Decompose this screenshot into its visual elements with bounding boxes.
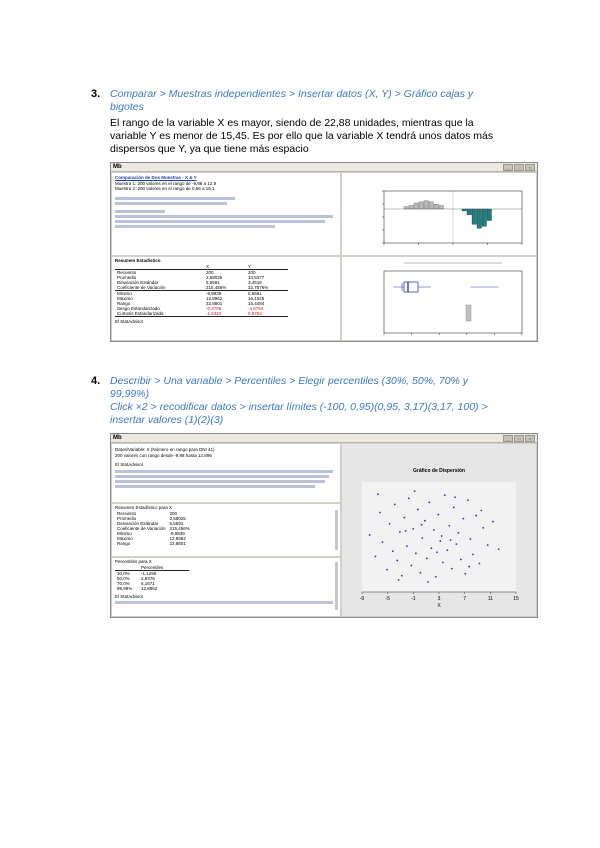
stat-advisor-footer: El StatAdvisor <box>115 593 144 599</box>
data-variable-line: Datos/Variable: X (Número en rango para DNI 41) <box>115 447 215 452</box>
row-label: Máximo <box>117 535 133 541</box>
summary-title: Resumen Estadístico para X <box>115 505 173 510</box>
percentiles-pane <box>112 558 340 616</box>
range-line: 200 valores con rango desde -9,98 hasta 12,896 <box>115 452 212 458</box>
scatter-point <box>403 517 405 519</box>
y-value: 200 <box>248 269 256 275</box>
y-value: 15,4484 <box>248 300 265 306</box>
scatter-point <box>460 559 462 561</box>
step-3-link-line-1: Comparar > Muestras independientes > Insertar datos (X, Y) > Gráfico cajas y <box>110 88 474 100</box>
summary-stats-pane <box>112 504 340 556</box>
x-tick-label: 15 <box>513 596 519 602</box>
x-tick-label: -5 <box>385 596 390 602</box>
table-row <box>115 541 192 546</box>
step-4-link-line-4: insertar valores (1)(2)(3) <box>110 414 224 426</box>
row-label: Máximo <box>117 295 133 301</box>
x-value: 22,8801 <box>206 300 223 306</box>
step-4-link-line-2: 99,99%) <box>110 388 150 400</box>
step-3-para-line-1: El rango de la variable X es mayor, siendo de 22,88 unidades, mientras que la <box>110 117 474 129</box>
scatter-point <box>448 525 450 527</box>
scatter-point <box>426 558 428 560</box>
scatter-point <box>430 547 432 549</box>
stats-title: Resumen Estadístico <box>115 258 161 263</box>
step-3-para-line-3: dispersos que Y, ya que tiene más espacio <box>110 143 309 155</box>
screenshot-compare-samples <box>110 162 538 342</box>
bar-x <box>414 203 419 209</box>
scatter-point <box>401 575 403 577</box>
bar-x <box>424 201 429 209</box>
x-axis-label: X <box>437 603 441 609</box>
bar-y <box>487 209 492 221</box>
scatter-point <box>377 493 379 495</box>
row-value: 22,8801 <box>169 540 186 546</box>
scatter-point <box>427 581 429 583</box>
window-title: Mb <box>113 435 122 441</box>
maximize-icon[interactable]: □ <box>514 435 524 442</box>
scatter-point <box>446 549 448 551</box>
scatter-point <box>375 555 377 557</box>
row-label: Rango <box>117 540 131 546</box>
screenshot-percentiles <box>110 433 538 618</box>
scatter-point <box>421 524 423 526</box>
row-label: Desviación Estándar <box>117 279 159 285</box>
sample-1-line: Muestra 1: 200 valores en el rango de -9,98 a 12,9 <box>115 180 217 186</box>
row-label: Promedio <box>117 515 137 521</box>
row-label: Coeficiente de Variación <box>117 525 166 531</box>
percentile-label: 70,0% <box>117 580 130 586</box>
scatter-point <box>441 535 443 537</box>
y-value: 0,5753 <box>246 311 288 317</box>
row-value: -9,9839 <box>169 530 185 536</box>
scatter-point <box>406 545 408 547</box>
percentile-value: 6,1671 <box>141 580 155 586</box>
scatter-point <box>437 514 439 516</box>
row-label: Recuento <box>117 269 137 275</box>
scatter-point <box>398 579 400 581</box>
scatter-pane <box>342 444 536 616</box>
scatter-point <box>457 532 459 534</box>
summary-stats-pane <box>112 257 340 340</box>
x-value: 215,456% <box>204 285 246 291</box>
row-label: Promedio <box>117 274 137 280</box>
step-4-link-line-3: Click ×2 > recodificar datos > insertar límites (-100, 0,95)(0,95, 3,17)(3,17, 100) > <box>110 401 488 413</box>
minimize-icon[interactable]: _ <box>503 435 513 442</box>
scrollbar[interactable] <box>335 562 338 610</box>
percentile-value: -1,1295 <box>141 570 157 576</box>
scatter-point <box>436 551 438 553</box>
row-value: 200 <box>169 510 177 516</box>
x-tick-label: 3 <box>437 596 441 602</box>
x-value: 12,8962 <box>206 295 223 301</box>
window-controls <box>503 435 535 442</box>
scrollbar[interactable] <box>335 510 338 550</box>
scatter-point <box>411 565 413 567</box>
scatter-point <box>424 520 426 522</box>
scatter-point <box>396 560 398 562</box>
bar-x <box>439 205 444 209</box>
histogram-chart <box>342 173 536 255</box>
scatter-point <box>464 573 466 575</box>
row-value: 215,456% <box>169 525 190 531</box>
scatter-point <box>419 572 421 574</box>
scatter-point <box>435 576 437 578</box>
box-x <box>404 282 418 292</box>
scatter-point <box>479 563 481 565</box>
window-titlebar <box>111 434 537 443</box>
x-value: 2,58025 <box>206 274 223 280</box>
box-y <box>466 305 471 321</box>
window-title: Mb <box>113 164 122 170</box>
step-4-link-line-1: Describir > Una variable > Percentiles > Elegir percentiles (30%, 50%, 70% y <box>110 375 469 387</box>
bar-x <box>429 202 434 209</box>
scatter-point <box>405 530 407 532</box>
close-icon[interactable]: × <box>525 164 535 171</box>
histogram-pane <box>342 173 536 255</box>
row-label: Sesgo Estandarizado <box>117 305 160 311</box>
scatter-point <box>454 496 456 498</box>
step-4-instructions <box>110 375 550 427</box>
x-value: -9,9839 <box>206 290 222 296</box>
x-value: 5,5591 <box>206 279 220 285</box>
percentile-label: 99,99% <box>117 585 133 591</box>
scatter-point <box>428 501 430 503</box>
maximize-icon[interactable]: □ <box>514 164 524 171</box>
table-row <box>115 311 288 317</box>
percentiles-header: Percentiles <box>139 565 189 571</box>
stat-advisor-footer: El StatAdvisor <box>115 318 144 324</box>
step-3-paragraph <box>110 117 540 156</box>
step-3-instructions <box>110 88 530 114</box>
percentile-value: 12,8962 <box>141 585 158 591</box>
x-tick-label: -9 <box>359 596 365 602</box>
bar-x <box>434 204 439 209</box>
scatter-point <box>399 531 401 533</box>
variable-summary-pane <box>112 444 340 502</box>
window-titlebar <box>111 163 537 172</box>
scatter-point <box>453 507 455 509</box>
row-label: Mínimo <box>117 290 132 296</box>
bar-y <box>482 209 487 226</box>
bar-y <box>477 209 482 228</box>
scatter-point <box>450 539 452 541</box>
bar-y <box>467 209 472 215</box>
percentile-label: 50,0% <box>117 575 130 581</box>
scatter-point <box>462 518 464 520</box>
row-label: Curtosis Estandarizada <box>115 311 204 317</box>
scatter-point <box>379 512 381 514</box>
scatter-point <box>414 490 416 492</box>
y-value: 32,7576% <box>246 285 288 291</box>
scatter-chart <box>342 444 536 616</box>
col-y-header: Y <box>246 264 288 270</box>
scatter-point <box>487 544 489 546</box>
analysis-summary-pane <box>112 173 340 255</box>
x-value: 200 <box>206 269 214 275</box>
y-value: 16,1045 <box>248 295 265 301</box>
bar-y <box>462 209 467 211</box>
col-x-header: X <box>204 264 246 270</box>
scatter-point <box>470 538 472 540</box>
scatter-point <box>439 540 441 542</box>
row-label: Rango <box>117 300 131 306</box>
scatter-point <box>492 521 494 523</box>
scatter-point <box>415 552 417 554</box>
scatter-point <box>451 568 453 570</box>
percentile-value: 2,9375 <box>141 575 155 581</box>
scatter-point <box>482 527 484 529</box>
row-label: Coeficiente de Variación <box>115 285 204 291</box>
scatter-point <box>444 494 446 496</box>
scatter-point <box>455 543 457 545</box>
scatter-point <box>468 566 470 568</box>
plot-frame <box>384 271 522 333</box>
bar-x <box>419 202 424 209</box>
bar-y <box>472 209 477 224</box>
step-3-para-line-2: variable Y es menor de 15,45. Es por ello que la variable X tendrá unos datos más <box>110 130 494 142</box>
x-tick-label: 7 <box>463 596 467 602</box>
blurred-text-block <box>112 601 340 604</box>
bar-x <box>409 205 414 209</box>
row-value: 2,58025 <box>169 515 186 521</box>
y-value: 3,4518 <box>248 279 262 285</box>
scatter-point <box>392 550 394 552</box>
table-row <box>115 521 192 526</box>
x-tick-label: 11 <box>487 596 493 602</box>
scatter-point <box>498 548 500 550</box>
blurred-text-block <box>112 192 340 228</box>
sample-2-line: Muestra 2: 200 valores en el rango de 0,66 a 16,1 <box>115 186 215 191</box>
y-value: -4,6754 <box>248 305 264 311</box>
summary-stats-table <box>115 264 288 317</box>
row-value: 5,5591 <box>169 520 184 526</box>
percentiles-title: Percentiles para X <box>115 559 152 564</box>
minimize-icon[interactable]: _ <box>503 164 513 171</box>
step-number-3: 3. <box>91 88 101 100</box>
stat-advisor-heading: El StatAdvisor <box>115 462 144 467</box>
percentile-label: 30,0% <box>117 570 130 576</box>
scatter-point <box>421 537 423 539</box>
scatter-point <box>480 510 482 512</box>
plot-area <box>362 482 516 592</box>
scatter-point <box>369 534 371 536</box>
row-value: 12,8962 <box>169 535 186 541</box>
box-whisker-chart <box>342 257 536 340</box>
scatter-point <box>442 562 444 564</box>
x-value: -0,4705 <box>206 305 222 311</box>
scatter-point <box>433 529 435 531</box>
scatter-point <box>408 497 410 499</box>
scatter-point <box>389 523 391 525</box>
row-label: Desviación Estándar <box>117 520 159 526</box>
blurred-text-block <box>112 470 340 488</box>
scatter-point <box>394 503 396 505</box>
scatter-point <box>475 515 477 517</box>
scatter-point <box>467 499 469 501</box>
summary-stats-table <box>115 511 192 546</box>
scatter-title: Gráfico de Dispersión <box>413 468 465 474</box>
y-value: 10,5377 <box>248 274 265 280</box>
boxplot-pane <box>342 257 536 340</box>
step-number-4: 4. <box>91 375 101 387</box>
table-row <box>115 526 192 531</box>
scatter-point <box>386 569 388 571</box>
percentiles-table <box>115 565 189 591</box>
scatter-point <box>472 553 474 555</box>
step-3-link-line-2: bigotes <box>110 101 144 113</box>
scatter-point <box>417 509 419 511</box>
scatter-point <box>382 541 384 543</box>
bar-x <box>404 207 409 209</box>
row-label: Mínimo <box>117 530 132 536</box>
window-controls <box>503 164 535 171</box>
panel-title: Comparación de Dos Muestras - X & Y <box>115 175 197 180</box>
x-value: -1,6322 <box>204 311 246 317</box>
row-label: Recuento <box>117 510 137 516</box>
scatter-point <box>412 528 414 530</box>
x-tick-label: -1 <box>411 596 416 602</box>
y-value: 0,6561 <box>248 290 262 296</box>
close-icon[interactable]: × <box>525 435 535 442</box>
